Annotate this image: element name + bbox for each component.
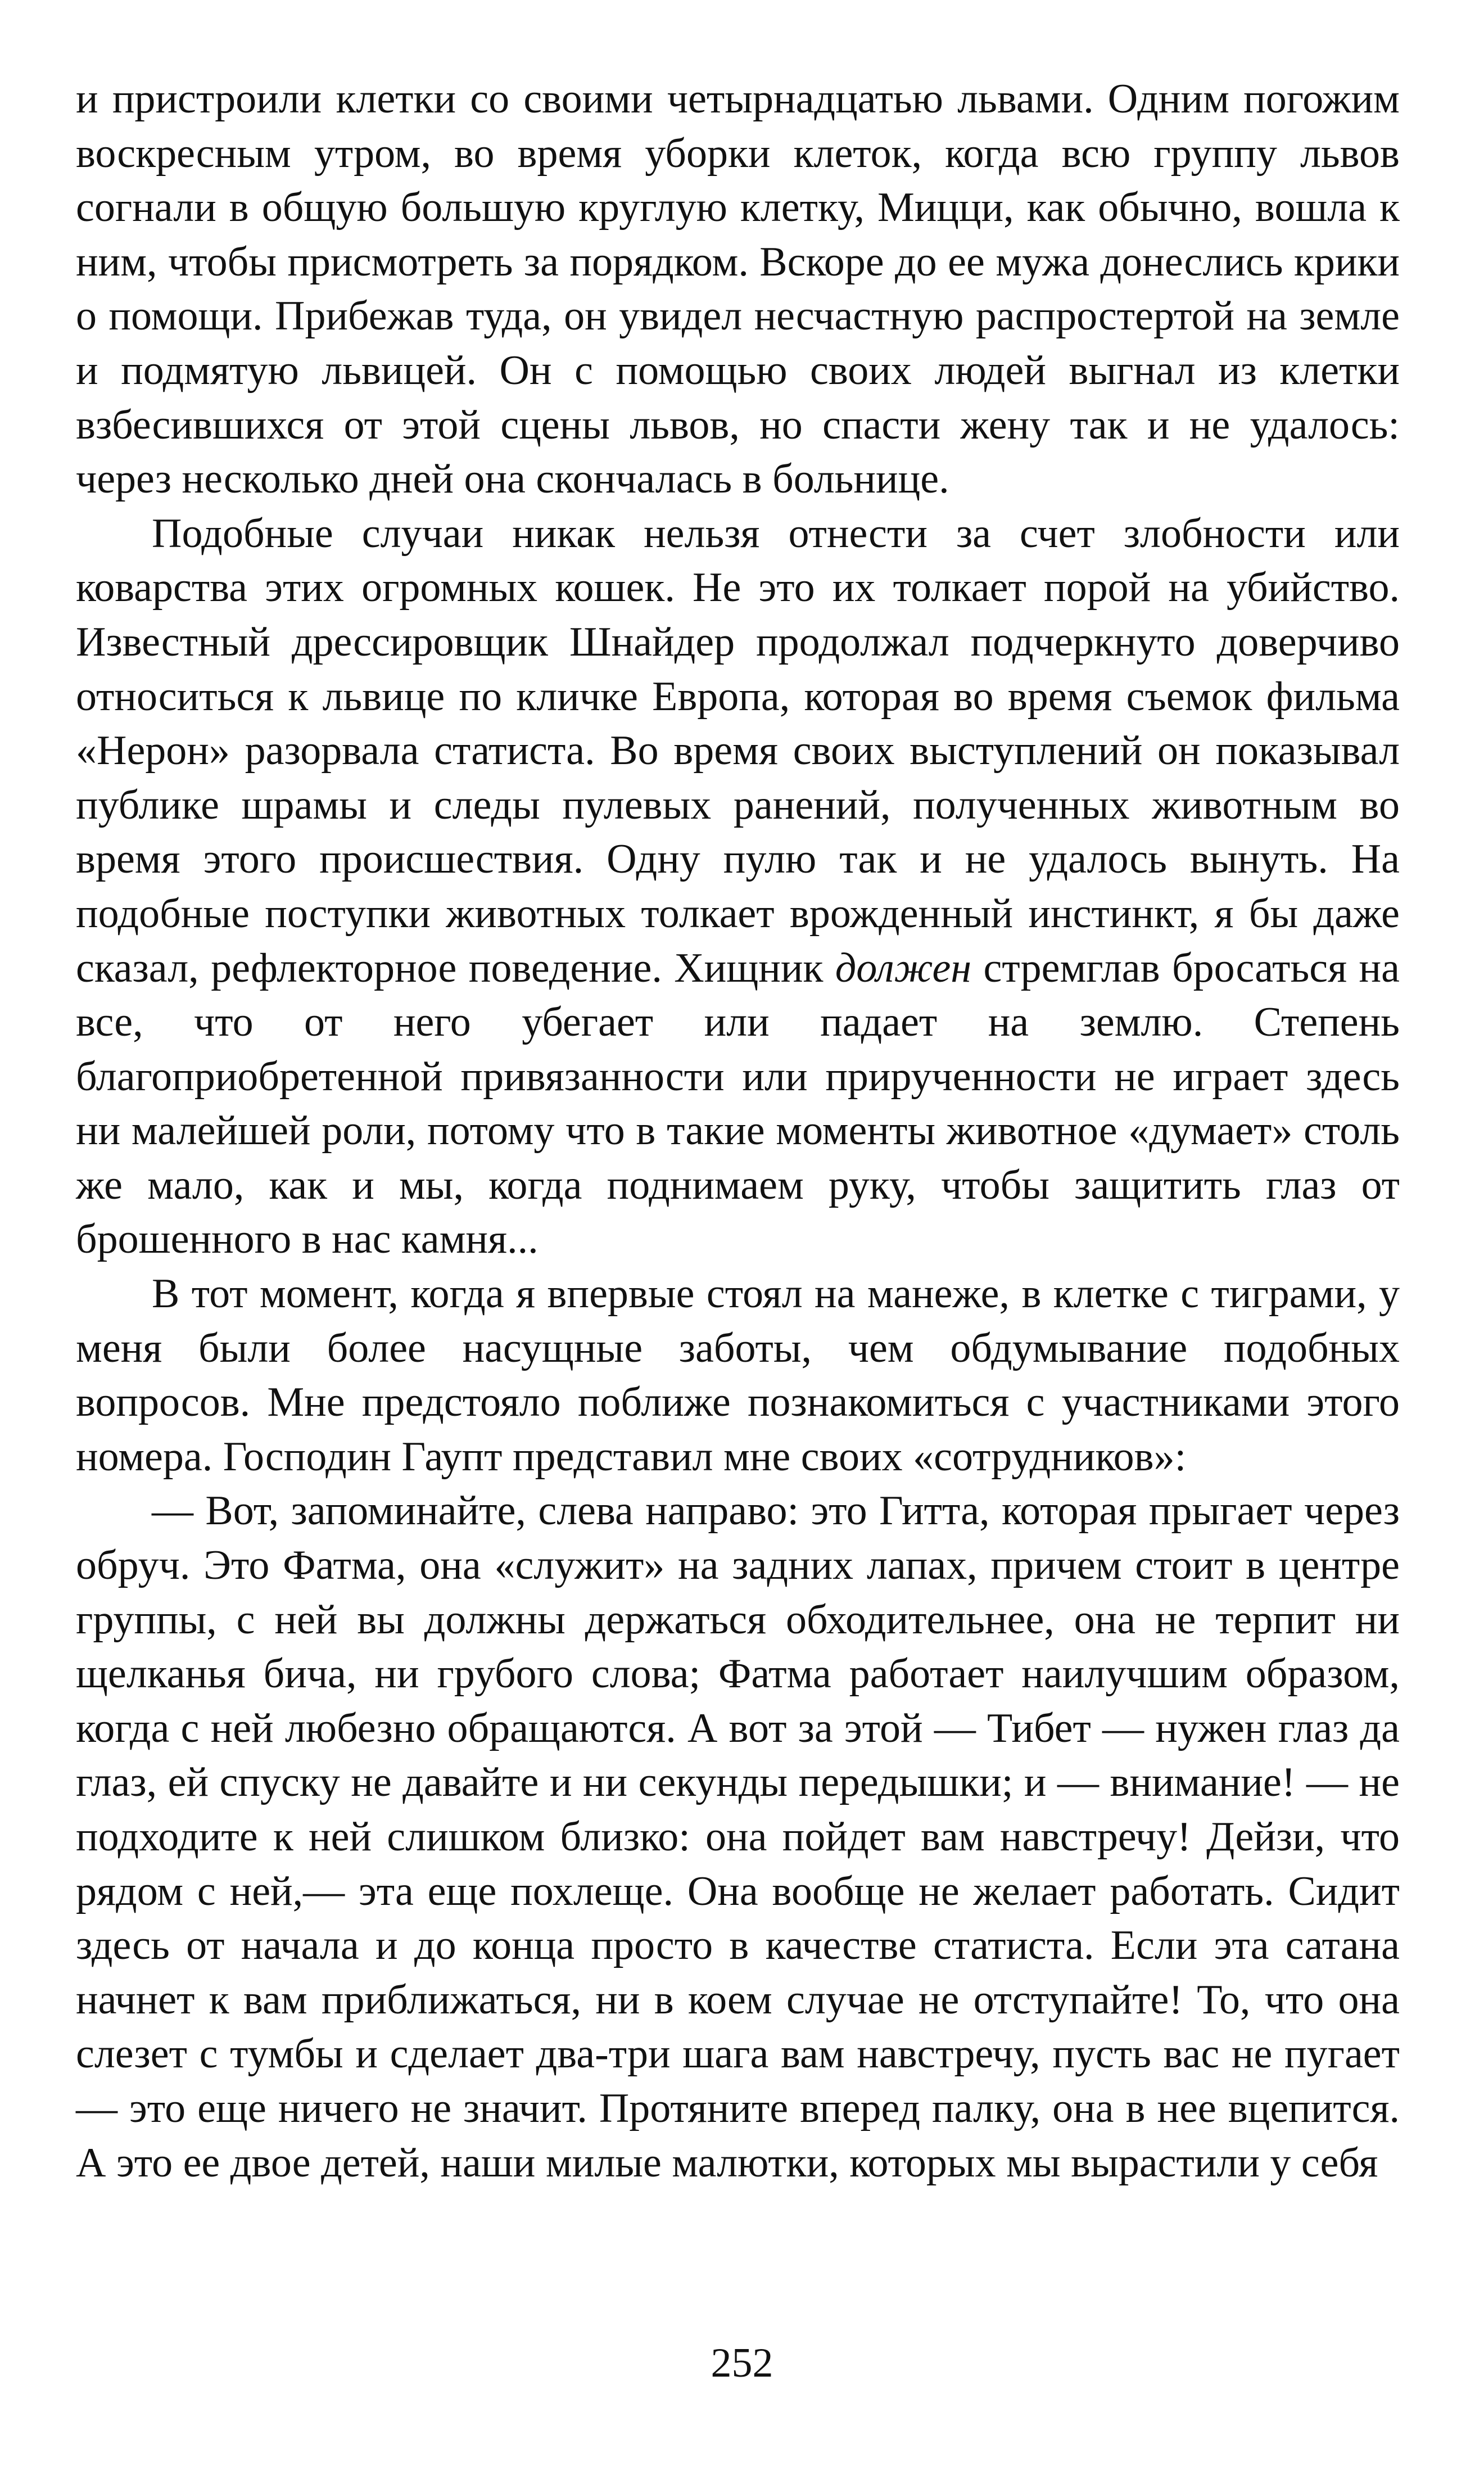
body-text: [76, 72, 1400, 2190]
page-number: 252: [711, 2340, 773, 2386]
paragraph-2: [76, 507, 1400, 1267]
italic-emphasis: должен: [835, 945, 972, 991]
paragraph-2-text-start: Подобные случаи никак нельзя отнести за счет злобности или коварства этих огромных кошек. Не это их толкает порой на убийство. Известный дрессировщик Шнайдер продолжал подчеркнуто доверчиво относиться к львице по кличке Европа, которая во время съемок фильма «Нерон» разорвала статиста. Во время своих выступлений он показывал публике шрамы и следы пулевых ранений, полученных животным во время этого происшествия. Одну пулю так и не удалось вынуть. На подобные поступки животных толкает врожденный инстинкт, я бы даже сказал, рефлекторное поведение. Хищник: [76, 510, 1400, 991]
paragraph-3: В тот момент, когда я впервые стоял на манеже, в клетке с тиграми, у меня были более насущные заботы, чем обдумывание подобных вопросов. Мне предстояло поближе познакомиться с участниками этого номера. Господин Гаупт представил мне своих «сотрудников»:: [76, 1271, 1400, 1480]
paragraph-1: и пристроили клетки со своими четырнадцатью львами. Одним погожим воскресным утром, во время уборки клеток, когда всю группу львов согнали в общую большую круглую клетку, Мицци, как обычно, вошла к ним, чтобы присмотреть за порядком. Вскоре до ее мужа донеслись крики о помощи. Прибежав туда, он увидел несчастную распростертой на земле и подмятую львицей. Он с помощью своих людей выгнал из клетки взбесившихся от этой сцены львов, но спасти жену так и не удалось: через несколько дней она скончалась в больнице.: [76, 76, 1400, 503]
paragraph-4: — Вот, запоминайте, слева направо: это Гитта, которая прыгает через обруч. Это Фатма, она «служит» на задних лапах, причем стоит в центре группы, с ней вы должны держаться обходительнее, она не терпит ни щелканья бича, ни грубого слова; Фатма работает наилучшим образом, когда с ней любезно обращаются. А вот за этой — Тибет — нужен глаз да глаз, ей спуску не давайте и ни секунды передышки; и — внимание! — не подходите к ней слишком близко: она пойдет вам навстречу! Дейзи, что рядом с ней,— эта еще похлеще. Она вообще не желает работать. Сидит здесь от начала и до конца просто в качестве статиста. Если эта сатана начнет к вам приближаться, ни в коем случае не отступайте! То, что она слезет с тумбы и сделает два-три шага вам навстречу, пусть вас не пугает — это еще ничего не значит. Протяните вперед палку, она в нее вцепится. А это ее двое детей, наши милые малютки, которых мы вырастили у себя: [76, 1488, 1400, 2186]
paragraph-2-text-end: стремглав бросаться на все, что от него убегает или падает на землю. Степень благоприобретенной привязанности или прирученности не играет здесь ни малейшей роли, потому что в такие моменты животное «думает» столь же мало, как и мы, когда поднимаем руку, чтобы защитить глаз от брошенного в нас камня...: [76, 945, 1400, 1263]
